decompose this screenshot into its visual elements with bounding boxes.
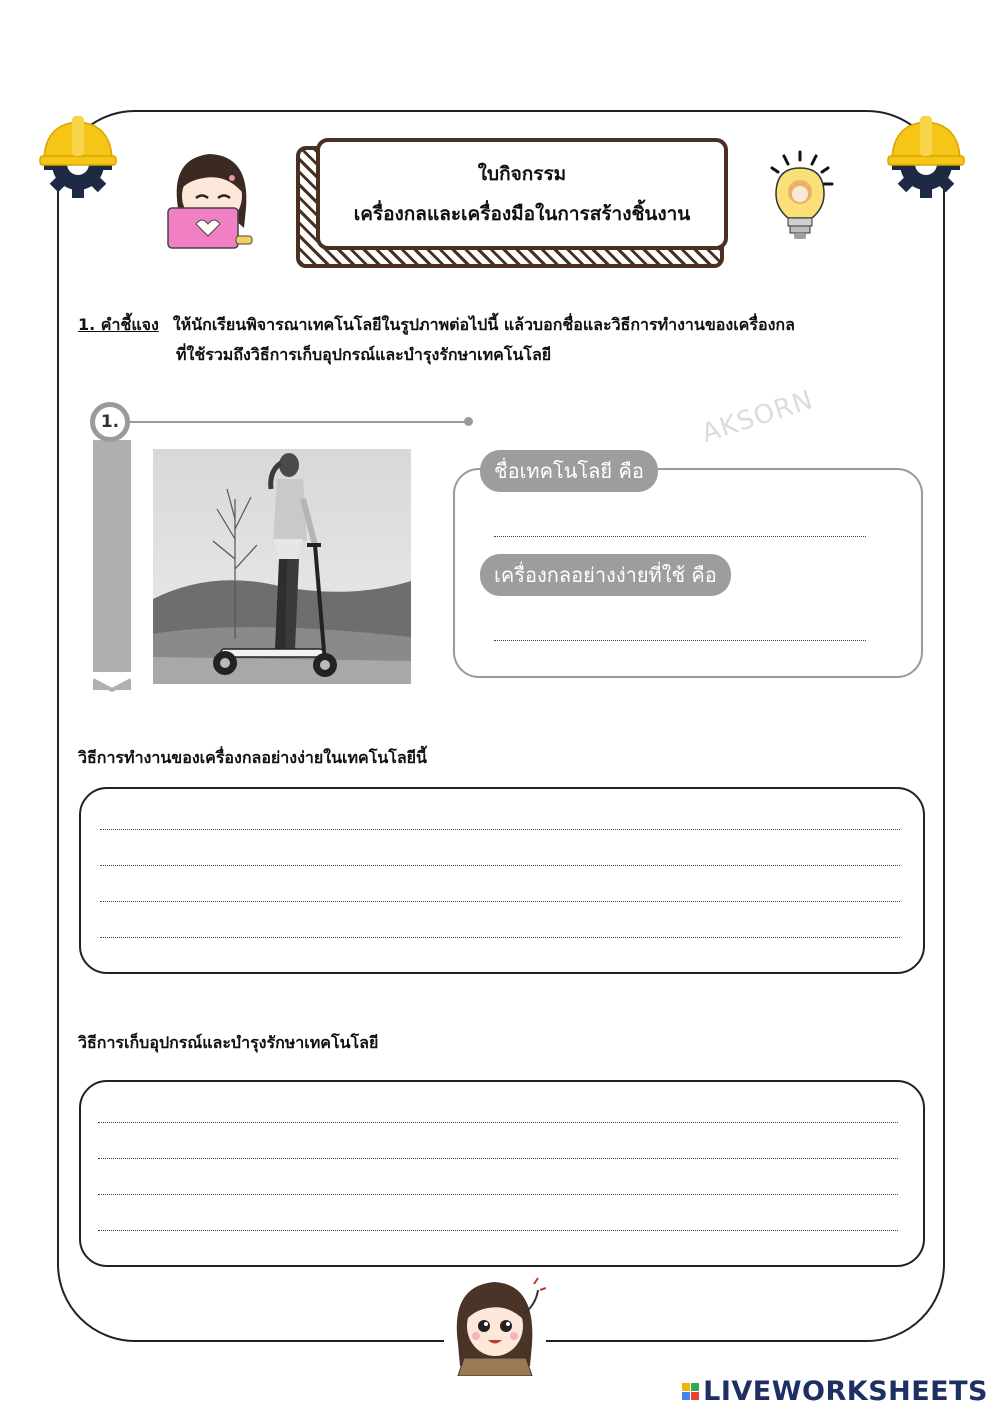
maintenance-answer-line[interactable] — [98, 1194, 898, 1195]
girl-mascot-icon — [444, 1274, 546, 1376]
tech-name-answer-line[interactable] — [494, 536, 866, 537]
maintenance-answer-line[interactable] — [98, 1230, 898, 1231]
watermark: AKSORN — [698, 384, 818, 450]
operation-answer-line[interactable] — [100, 829, 900, 830]
operation-answer-line[interactable] — [100, 865, 900, 866]
liveworksheets-brand — [682, 1376, 988, 1407]
instruction-number: 1. คำชี้แจง — [78, 315, 159, 334]
instruction — [78, 310, 928, 370]
title-box — [316, 138, 728, 250]
scooter-photo — [153, 449, 411, 684]
liveworksheets-logo-icon — [682, 1383, 699, 1400]
section-heading-maintenance: วิธีการเก็บอุปกรณ์และบำรุงรักษาเทคโนโลยี — [78, 1033, 379, 1052]
simple-machine-answer-line[interactable] — [494, 640, 866, 641]
section-heading-operation: วิธีการทำงานของเครื่องกลอย่างง่ายในเทคโนโลยีนี้ — [78, 748, 427, 767]
tech-name-label: ชื่อเทคโนโลยี คือ — [480, 450, 658, 492]
worksheet-type: ใบกิจกรรม — [477, 163, 567, 185]
maintenance-answer-box — [79, 1080, 925, 1267]
item-connector-line — [128, 421, 468, 423]
maintenance-answer-line[interactable] — [98, 1122, 898, 1123]
instruction-line1: ให้นักเรียนพิจารณาเทคโนโลยีในรูปภาพต่อไปนี้ แล้วบอกชื่อและวิธีการทำงานของเครื่องกล — [172, 315, 795, 334]
worksheet-title: เครื่องกลและเครื่องมือในการสร้างชิ้นงาน — [353, 203, 691, 225]
girl-laptop-icon — [160, 148, 260, 252]
item-connector-dot — [464, 417, 473, 426]
item-number-badge: 1. — [90, 402, 130, 442]
helmet-gear-icon — [886, 112, 966, 200]
brand-text: LIVEWORKSHEETS — [703, 1376, 988, 1407]
instruction-line2: ที่ใช้รวมถึงวิธีการเก็บอุปกรณ์และบำรุงรักษาเทคโนโลยี — [176, 345, 552, 364]
simple-machine-label: เครื่องกลอย่างง่ายที่ใช้ คือ — [480, 554, 731, 596]
item-side-bar — [93, 440, 131, 690]
operation-answer-box — [79, 787, 925, 974]
lightbulb-icon — [762, 150, 842, 250]
maintenance-answer-line[interactable] — [98, 1158, 898, 1159]
operation-answer-line[interactable] — [100, 901, 900, 902]
side-bar-arrow — [93, 672, 131, 692]
helmet-gear-icon — [38, 112, 118, 200]
operation-answer-line[interactable] — [100, 937, 900, 938]
